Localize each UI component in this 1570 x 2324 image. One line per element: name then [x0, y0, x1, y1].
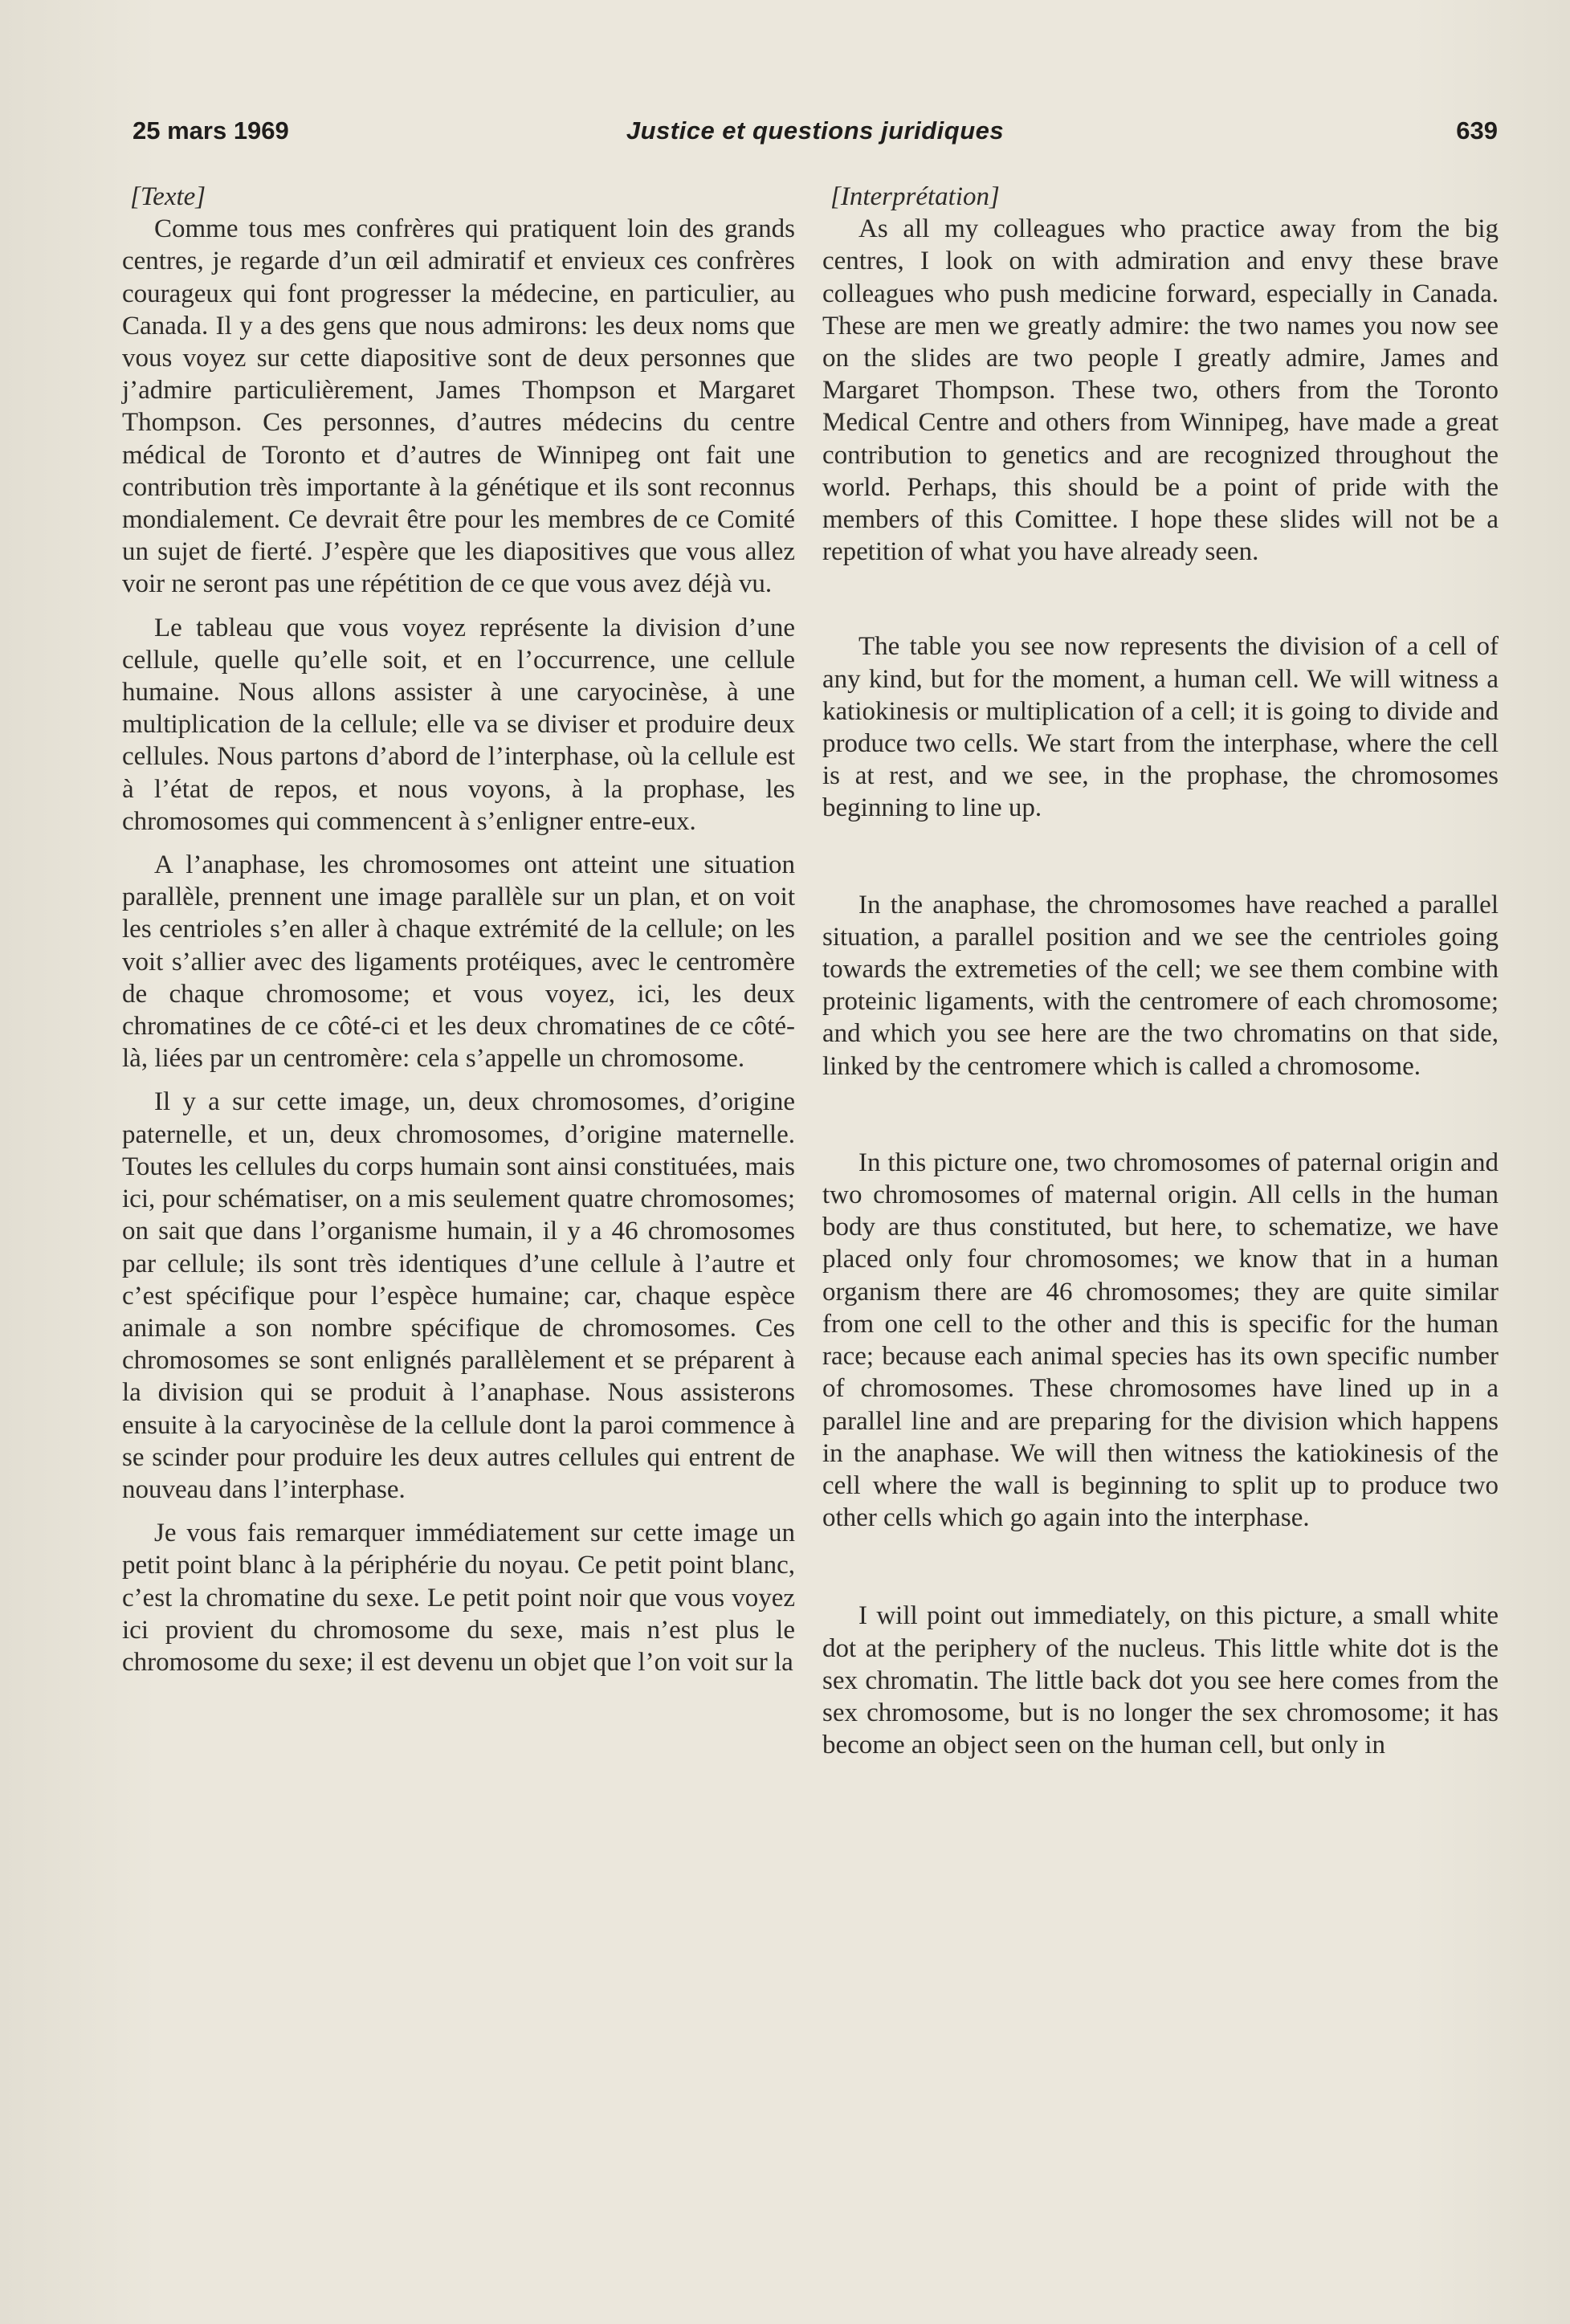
paragraph: Le tableau que vous voyez représente la division d’une cellule, quelle qu’elle soit, et en l’occurrence, une cellule humaine. Nous allons assister à une caryocinèse, à une multiplication de la cellule; elle va se diviser et produire deux cellules. Nous partons d’abord de l’interphase, où la cellule est à l’état de repos, et nous voyons, à la prophase, les chromosomes qui commencent à s’enligner entre-eux.	[122, 613, 795, 836]
paragraph: Je vous fais remarquer immédiatement sur cette image un petit point blanc à la périphérie du noyau. Ce petit point blanc, c’est la chromatine du sexe. Le petit point noir que vous voyez ici provient du chromosome du sexe, mais n’est plus le chromosome du sexe; il est devenu un objet que l’on voit sur la	[122, 1519, 795, 1677]
paragraph: Il y a sur cette image, un, deux chromosomes, d’origine paternelle, et un, deux chromosomes, d’origine maternelle. Toutes les cellules du corps humain sont ainsi constituées, mais ici, pour schématiser, on a mis seulement quatre chromosomes; on sait que dans l’organisme humain, il y a 46 chromosomes par cellule; ils sont très identiques d’une cellule à l’autre et c’est spécifique pour l’espèce humaine; car, chaque espèce animale a son nombre spécifique de chromosomes. Ces chromosomes se sont enlignés parallèlement et se préparent à la division qui se produit à l’anaphase. Nous assisterons ensuite à la caryocinèse de la cellule dont la paroi commence à se scinder pour produire les deux autres cellules qui entrent de nouveau dans l’interphase.	[122, 1087, 795, 1504]
paragraph: I will point out immediately, on this picture, a small white dot at the periphery of the nucleus. This little white dot is the sex chromatin. The little back dot you see here comes from the sex chromosome, but is no longer the sex chromosome; it has become an object seen on the human cell, but only in	[822, 1601, 1499, 1760]
paragraph: As all my colleagues who practice away from the big centres, I look on with admiration and envy these brave colleagues who push medicine forward, especially in Canada. These are men we greatly admire: the two names you now see on the slides are two people I greatly admire, James and Margaret Thompson. These two, others from the Toronto Medical Centre and others from Winnipeg, have made a great contribution to genetics and are recognized throughout the world. Perhaps, this should be a point of pride with the members of this Comittee. I hope these slides will not be a repetition of what you have already seen.	[822, 214, 1499, 567]
english-interpretation-column	[822, 181, 1499, 1761]
paragraph: The table you see now represents the division of a cell of any kind, but for the moment, a human cell. We will witness a katiokinesis or multiplication of a cell; it is going to divide and produce two cells. We start from the interphase, where the cell is at rest, and we see, in the prophase, the chromosomes beginning to line up.	[822, 632, 1499, 823]
header-date: 25 mars 1969	[133, 116, 289, 145]
page-number: 639	[1456, 116, 1498, 145]
column-label-texte: [Texte]	[130, 182, 206, 211]
running-header	[133, 116, 1498, 155]
paragraph: A l’anaphase, les chromosomes ont atteint une situation parallèle, prennent une image parallèle sur un plan, et on voit les centrioles s’en aller à chaque extrémité de la cellule; on les voit s’allier avec des ligaments protéiques, avec le centromère de chaque chromosome; et vous voyez, ici, les deux chromatines de ce côté-ci et les deux chromatines de ce côté-là, liées par un centromère: cela s’appelle un chromosome.	[122, 850, 795, 1074]
paragraph: Comme tous mes confrères qui pratiquent loin des grands centres, je regarde d’un œil admiratif et envieux ces confrères courageux qui font progresser la médecine, en particulier, au Canada. Il y a des gens que nous admirons: les deux noms que vous voyez sur cette diapositive sont de deux personnes que j’admire particulièrement, James Thompson et Margaret Thompson. Ces personnes, d’autres médecins du centre médical de Toronto et d’autres de Winnipeg ont fait une contribution très importante à la génétique et ils sont reconnus mondialement. Ce devrait être pour les membres de ce Comité un sujet de fierté. J’espère que les diapositives que vous allez voir ne seront pas une répétition de ce que vous avez déjà vu.	[122, 214, 795, 599]
french-text-column	[122, 181, 795, 1678]
paragraph: In the anaphase, the chromosomes have reached a parallel situation, a parallel position and we see the centrioles going towards the extremeties of the cell; we see them combine with proteinic ligaments, with the centromere of each chromosome; and which you see here are the two chromatins on that side, linked by the centromere which is called a chromosome.	[822, 890, 1499, 1081]
header-title: Justice et questions juridiques	[626, 116, 1005, 145]
column-label-interpretation: [Interprétation]	[830, 182, 1000, 211]
paragraph: In this picture one, two chromosomes of paternal origin and two chromosomes of maternal origin. All cells in the human body are thus constituted, but here, to schematize, we have placed only four chromosomes; we know that in a human organism there are 46 chromosomes; they are quite similar from one cell to the other and this is specific for the human race; because each animal species has its own specific number of chromosomes. These chromosomes have lined up in a parallel line and are preparing for the division which happens in the anaphase. We will then witness the katiokinesis of the cell where the wall is beginning to split up to produce two other cells which go again into the interphase.	[822, 1148, 1499, 1533]
